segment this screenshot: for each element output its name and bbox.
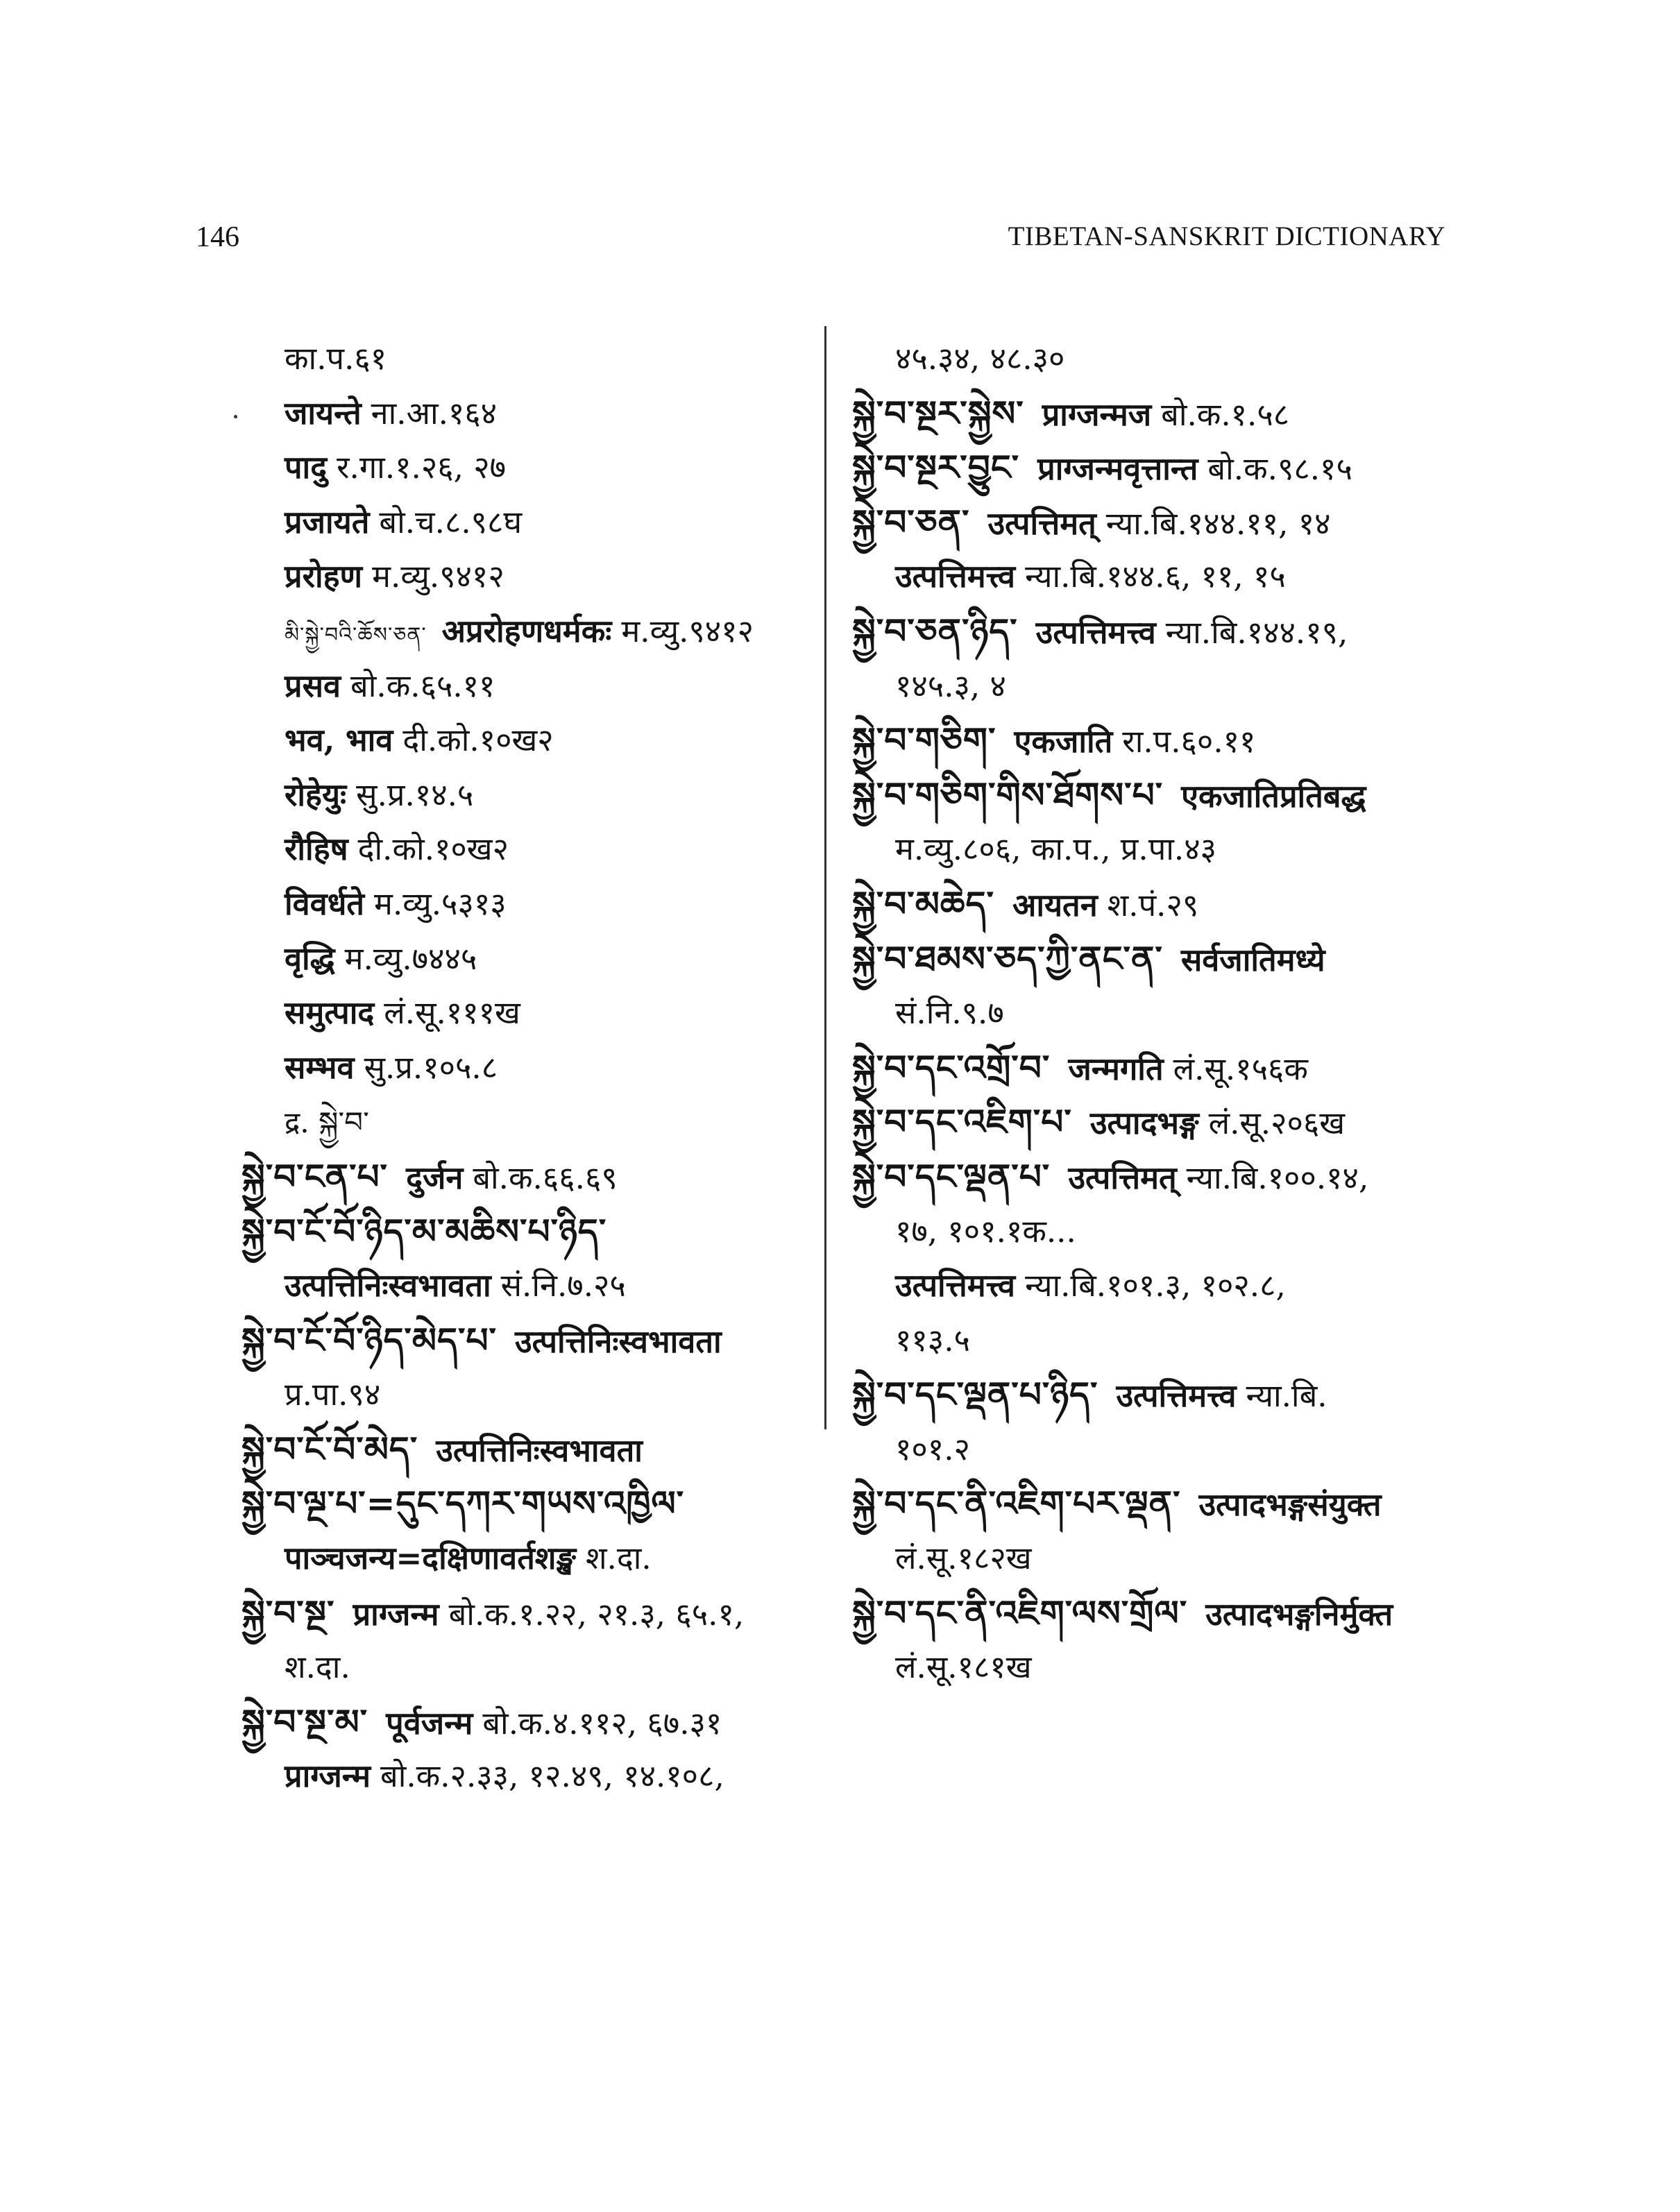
sanskrit-equivalent: प्रजायते (285, 503, 370, 541)
source-reference: १७, १०१.१क... (895, 1212, 1076, 1250)
entry-continuation-line (241, 986, 831, 1041)
sanskrit-equivalent: एकजातिप्रतिबद्ध (1181, 777, 1366, 815)
tibetan-headword: སྐྱེ་བ་དང་ནི་འཇིག་ལས་གྲོལ་ (852, 1592, 1188, 1633)
source-reference: न्या.बि.१४४.६, ११, १५ (1025, 558, 1286, 595)
entry-continuation-line (241, 659, 831, 714)
source-reference: म.व्यु.८०६, का.प., प्र.पा.४३ (895, 831, 1217, 868)
sanskrit-equivalent: वृद्धि (285, 939, 335, 977)
source-reference: ४५.३४, ४८.३० (895, 340, 1065, 377)
tibetan-headword: སྐྱེ་བ་ཅན་ (852, 501, 970, 543)
sanskrit-equivalent: रोहेयुः (285, 776, 347, 813)
tibetan-headword: སྐྱེ་བ་ངན་པ་ (241, 1155, 389, 1197)
tibetan-headword: སྐྱེ་བ་སྔ་ (241, 1592, 335, 1633)
sanskrit-equivalent: उत्पादभङ्गसंयुक्त (1198, 1486, 1382, 1524)
entry-continuation-line (241, 386, 831, 441)
source-reference: र.गा.१.२६, २७ (337, 449, 507, 486)
source-reference: न्या.बि.१००.१४, (1186, 1159, 1369, 1196)
tibetan-headword: སྐྱེ་བ་དང་འགྲོ་བ་ (852, 1046, 1051, 1088)
source-reference: श.दा. (285, 1649, 350, 1686)
entry-continuation-line (241, 1041, 831, 1096)
tibetan-headword: སྐྱེ་བ་དང་ལྡན་པ་ (852, 1155, 1051, 1197)
sanskrit-equivalent: उत्पत्तिनिःस्वभावता (436, 1431, 643, 1469)
sanskrit-equivalent: उत्पत्तिनिःस्वभावता (285, 1267, 491, 1304)
sanskrit-equivalent: दुर्जन (406, 1159, 464, 1196)
source-reference: न्या.बि.१४४.११, १४ (1105, 504, 1331, 542)
entry-continuation-line (852, 659, 1477, 714)
sanskrit-equivalent: एकजाति (1014, 723, 1113, 760)
sanskrit-equivalent: उत्पत्तिमत्त्व (1116, 1377, 1237, 1415)
tibetan-headword: སྐྱེ་བ་ལྔ་པ་=དུང་དཀར་གཡས་འཁྱིལ་ (241, 1483, 685, 1524)
source-reference: १४५.३, ४ (895, 667, 1006, 704)
sanskrit-equivalent: प्राग्जन्म (285, 1758, 371, 1795)
sanskrit-equivalent: पादु (285, 449, 328, 486)
entry-continuation-line (852, 1259, 1477, 1313)
source-reference: म.व्यु.७४४५ (344, 939, 477, 977)
sanskrit-equivalent: आयतन (1012, 886, 1098, 924)
source-reference: बो.क.४.११२, ६७.३१ (482, 1704, 722, 1742)
entry-continuation-line (241, 768, 831, 823)
sanskrit-equivalent: अप्ररोहणधर्मकः (441, 612, 612, 649)
dictionary-entry (852, 441, 1477, 495)
sanskrit-equivalent: जायन्ते (285, 394, 362, 432)
dictionary-entry (241, 1477, 831, 1531)
sanskrit-equivalent: प्राग्जन्मज (1042, 395, 1152, 433)
sanskrit-equivalent: प्रसव (285, 667, 341, 704)
source-reference: लं.सू.२०६ख (1208, 1105, 1346, 1142)
dictionary-entry (852, 1095, 1477, 1150)
entry-continuation-line (241, 822, 831, 877)
source-reference: श.दा. (585, 1540, 652, 1577)
entry-continuation-line (852, 332, 1477, 386)
sanskrit-equivalent: उत्पत्तिमत्त्व (895, 558, 1016, 595)
tibetan-headword: སྐྱེ་བ་སྔར་སྐྱེས་ (852, 392, 1024, 434)
entry-continuation-line (241, 1368, 831, 1422)
entry-continuation-line (241, 1259, 831, 1313)
dictionary-entry (241, 1695, 831, 1750)
source-reference: न्या.बि. (1246, 1377, 1327, 1415)
sanskrit-equivalent: रौहिष (285, 831, 348, 868)
entry-continuation-line (852, 550, 1477, 604)
right-column (852, 332, 1477, 1695)
column-divider (824, 326, 826, 1429)
tibetan-headword: སྐྱེ་བ་སྔ་མ་ (241, 1701, 368, 1742)
dictionary-entry (852, 1041, 1477, 1096)
source-reference: बो.क.१.२२, २१.३, ६५.१, (448, 1595, 745, 1633)
sanskrit-equivalent: उत्पत्तिनिःस्वभावता (515, 1322, 722, 1360)
sanskrit-equivalent: सम्भव (285, 1048, 355, 1086)
sanskrit-equivalent: पाञ्चजन्य=दक्षिणावर्तशङ्ख (285, 1540, 576, 1577)
source-reference: दी.को.१०ख२ (357, 831, 509, 868)
source-reference: सु.प्र.१४.५ (356, 776, 474, 813)
sanskrit-equivalent: प्राग्जन्म (353, 1595, 439, 1633)
dictionary-entry (852, 386, 1477, 441)
entry-continuation-line (241, 1095, 831, 1150)
sanskrit-equivalent: प्राग्जन्मवृत्तान्त (1037, 450, 1198, 488)
left-column (241, 332, 831, 1804)
tibetan-headword: སྐྱེ་བ་མཆེད་ (852, 883, 994, 924)
tibetan-headword: སྐྱེ་བ་སྔར་བྱུང་ (852, 447, 1020, 488)
entry-continuation-line (852, 1313, 1477, 1368)
sanskrit-equivalent: विवर्धते (285, 885, 365, 922)
source-reference: रा.प.६०.११ (1122, 723, 1256, 760)
entry-continuation-line (241, 877, 831, 932)
tibetan-headword: མི་སྐྱེ་བའི་ཆོས་ཅན་ (285, 622, 427, 647)
entry-continuation-line (852, 1422, 1477, 1477)
dictionary-entry (241, 1150, 831, 1205)
source-reference: लं.सू.१११ख (384, 994, 520, 1032)
source-reference: लं.सू.१८२ख (895, 1540, 1032, 1577)
dictionary-entry (241, 1205, 831, 1259)
sanskrit-equivalent: भव, भाव (285, 722, 393, 759)
entry-continuation-line (241, 495, 831, 550)
source-reference: बो.क.९८.१५ (1207, 450, 1352, 488)
entry-continuation-line (241, 604, 831, 659)
entry-continuation-line (852, 1531, 1477, 1586)
sanskrit-equivalent: जन्मगति (1068, 1050, 1164, 1087)
sanskrit-equivalent: उत्पत्तिमत्त्व (895, 1267, 1016, 1304)
dictionary-entry (241, 1313, 831, 1368)
source-reference: बो.च.८.९८घ (379, 503, 523, 541)
dictionary-entry (852, 604, 1477, 659)
entry-continuation-line (241, 441, 831, 495)
sanskrit-equivalent: उत्पादभङ्गनिर्मुक्त (1205, 1595, 1393, 1633)
source-reference: सं.नि.९.७ (895, 994, 1004, 1032)
source-reference: म.व्यु.५३१३ (374, 885, 507, 922)
entry-continuation-line (241, 550, 831, 604)
source-reference: बो.क.६५.११ (350, 667, 495, 704)
dictionary-entry (852, 495, 1477, 550)
entry-continuation-line (241, 713, 831, 768)
cross-reference: द्र. སྐྱེ་བ་ (285, 1105, 369, 1140)
source-reference: दी.को.१०ख२ (402, 722, 554, 759)
source-reference: का.प.६१ (285, 340, 387, 377)
dictionary-entry (852, 1150, 1477, 1205)
source-reference: म.व्यु.९४१२ (372, 558, 504, 595)
source-reference: सं.नि.७.२५ (500, 1267, 626, 1304)
source-reference: बो.क.२.३३, १२.४९, १४.१०८, (380, 1758, 724, 1795)
source-reference: ना.आ.१६४ (371, 394, 498, 432)
tibetan-headword: སྐྱེ་བ་དང་ལྡན་པ་ཉིད་ (852, 1374, 1098, 1415)
dictionary-entry (852, 713, 1477, 768)
sanskrit-equivalent: प्ररोहण (285, 558, 363, 595)
dictionary-entry (852, 1586, 1477, 1641)
sanskrit-equivalent: समुत्पाद (285, 994, 375, 1032)
entry-continuation-line (241, 1531, 831, 1586)
running-title: TIBETAN-SANSKRIT DICTIONARY (1008, 221, 1445, 251)
dictionary-entry (241, 1586, 831, 1641)
entry-continuation-line (241, 332, 831, 386)
source-reference: बो.क.१.५८ (1161, 395, 1290, 433)
source-reference: सु.प्र.१०५.८ (364, 1048, 498, 1086)
tibetan-headword: སྐྱེ་བ་ངོ་བོ་ཉིད་མ་མཆིས་པ་ཉིད་ (241, 1210, 607, 1252)
sanskrit-equivalent: सर्वजातिमध्ये (1180, 941, 1325, 978)
tibetan-headword: སྐྱེ་བ་ངོ་བོ་མེད་ (241, 1428, 418, 1470)
entry-continuation-line (852, 1205, 1477, 1259)
tibetan-headword: སྐྱེ་བ་ཐམས་ཅད་ཀྱི་ནང་ན་ (852, 937, 1163, 979)
entry-continuation-line (241, 1640, 831, 1695)
sanskrit-equivalent: उत्पत्तिमत्त्व (1035, 613, 1156, 651)
source-reference: श.पं.२९ (1107, 886, 1199, 924)
tibetan-headword: སྐྱེ་བ་ཅན་ཉིད་ (852, 610, 1018, 652)
dictionary-entry (852, 1477, 1477, 1531)
entry-continuation-line (241, 1749, 831, 1804)
tibetan-headword: སྐྱེ་བ་དང་འཇིག་པ་ (852, 1101, 1072, 1143)
source-reference: म.व्यु.९४१२ (621, 612, 754, 649)
stray-mark (234, 415, 237, 418)
entry-continuation-line (852, 1640, 1477, 1695)
dictionary-entry (852, 1368, 1477, 1422)
dictionary-entry (852, 932, 1477, 987)
dictionary-entry (852, 877, 1477, 932)
entry-continuation-line (852, 986, 1477, 1041)
source-reference: न्या.बि.१४४.१९, (1165, 613, 1348, 651)
sanskrit-equivalent: पूर्वजन्म (386, 1704, 473, 1742)
source-reference: ११३.५ (895, 1321, 970, 1359)
source-reference: बो.क.६६.६९ (473, 1159, 618, 1196)
tibetan-headword: སྐྱེ་བ་གཅིག་ (852, 720, 996, 761)
page-number: 146 (196, 221, 239, 253)
entry-continuation-line (241, 932, 831, 987)
tibetan-headword: སྐྱེ་བ་དང་ནི་འཇིག་པར་ལྡན་ (852, 1483, 1181, 1524)
sanskrit-equivalent: उत्पादभङ्ग (1089, 1105, 1199, 1142)
source-reference: लं.सू.१८१ख (895, 1649, 1032, 1686)
tibetan-headword: སྐྱེ་བ་ངོ་བོ་ཉིད་མེད་པ་ (241, 1319, 497, 1361)
dictionary-entry (852, 768, 1477, 823)
source-reference: लं.सू.१५६क (1173, 1050, 1308, 1087)
dictionary-entry (241, 1422, 831, 1477)
tibetan-headword: སྐྱེ་བ་གཅིག་གིས་ཐོགས་པ་ (852, 774, 1164, 815)
sanskrit-equivalent: उत्पत्तिमत् (1068, 1159, 1177, 1196)
sanskrit-equivalent: उत्पत्तिमत् (987, 504, 1096, 542)
source-reference: न्या.बि.१०१.३, १०२.८, (1025, 1267, 1286, 1304)
entry-continuation-line (852, 822, 1477, 877)
source-reference: प्र.पा.९४ (285, 1376, 381, 1413)
source-reference: १०१.२ (895, 1430, 970, 1467)
